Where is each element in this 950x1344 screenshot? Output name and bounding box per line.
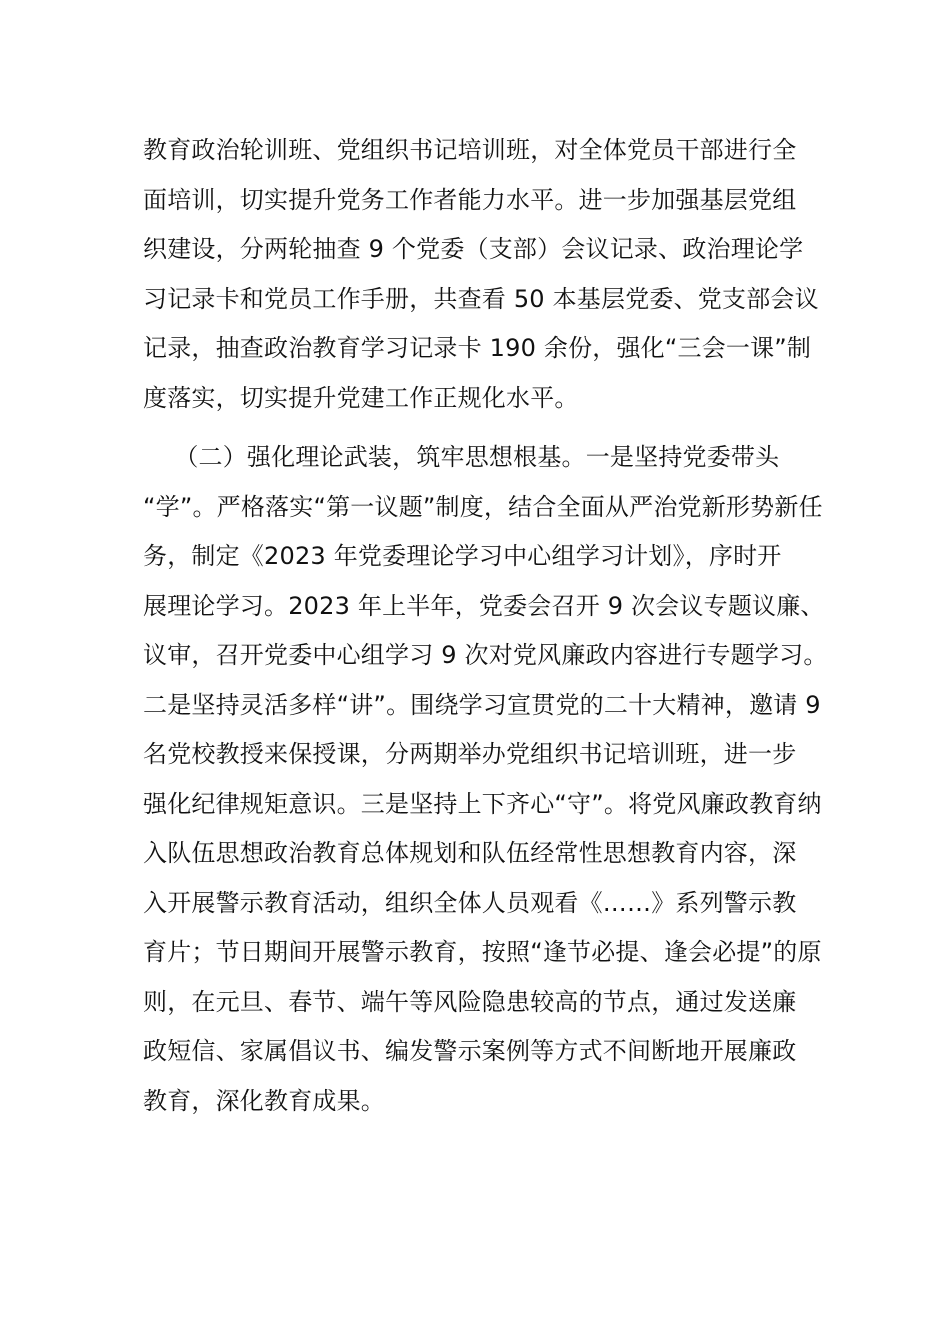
text-line: 育片；节日期间开展警示教育，按照“逢节必提、逢会必提”的原 (143, 938, 822, 966)
text-line: 强化纪律规矩意识。三是坚持上下齐心“守”。将党风廉政教育纳 (143, 789, 822, 818)
text-line: 议审，召开党委中心组学习 9 次对党风廉政内容进行专题学习。 (143, 641, 828, 669)
text-line: 教育政治轮训班、党组织书记培训班，对全体党员干部进行全 (143, 136, 797, 164)
text-line: 教育，深化教育成果。 (143, 1086, 385, 1115)
text-line: 入开展警示教育活动，组织全体人员观看《……》系列警示教 (143, 888, 797, 917)
text-line: （二）强化理论武装，筑牢思想根基。一是坚持党委带头 (143, 443, 780, 471)
paragraph-1 (143, 126, 819, 423)
text-line: 名党校教授来保授课，分两期举办党组织书记培训班，进一步 (143, 740, 797, 768)
text-line: 织建设，分两轮抽查 9 个党委（支部）会议记录、政治理论学 (143, 235, 804, 263)
document-body (143, 126, 828, 1126)
text-line: 政短信、家属倡议书、编发警示案例等方式不间断地开展廉政 (143, 1037, 797, 1065)
paragraph-2 (143, 433, 828, 1126)
text-line: 展理论学习。2023 年上半年，党委会召开 9 次会议专题议廉、 (143, 591, 825, 620)
text-line: 记录，抽查政治教育学习记录卡 190 余份，强化“三会一课”制 (143, 334, 812, 362)
text-line: 务，制定《2023 年党委理论学习中心组学习计划》，序时开 (143, 542, 782, 570)
text-line: 面培训，切实提升党务工作者能力水平。进一步加强基层党组 (143, 185, 797, 214)
text-line: “学”。严格落实“第一议题”制度，结合全面从严治党新形势新任 (143, 492, 823, 521)
text-line: 习记录卡和党员工作手册，共查看 50 本基层党委、党支部会议 (143, 284, 819, 313)
text-line: 二是坚持灵活多样“讲”。围绕学习宣贯党的二十大精神，邀请 9 (143, 690, 821, 719)
text-line: 度落实，切实提升党建工作正规化水平。 (143, 383, 579, 412)
text-line: 入队伍思想政治教育总体规划和队伍经常性思想教育内容，深 (143, 839, 797, 867)
text-line: 则，在元旦、春节、端午等风险隐患较高的节点，通过发送廉 (143, 987, 797, 1016)
paragraph-spacer (143, 423, 813, 433)
